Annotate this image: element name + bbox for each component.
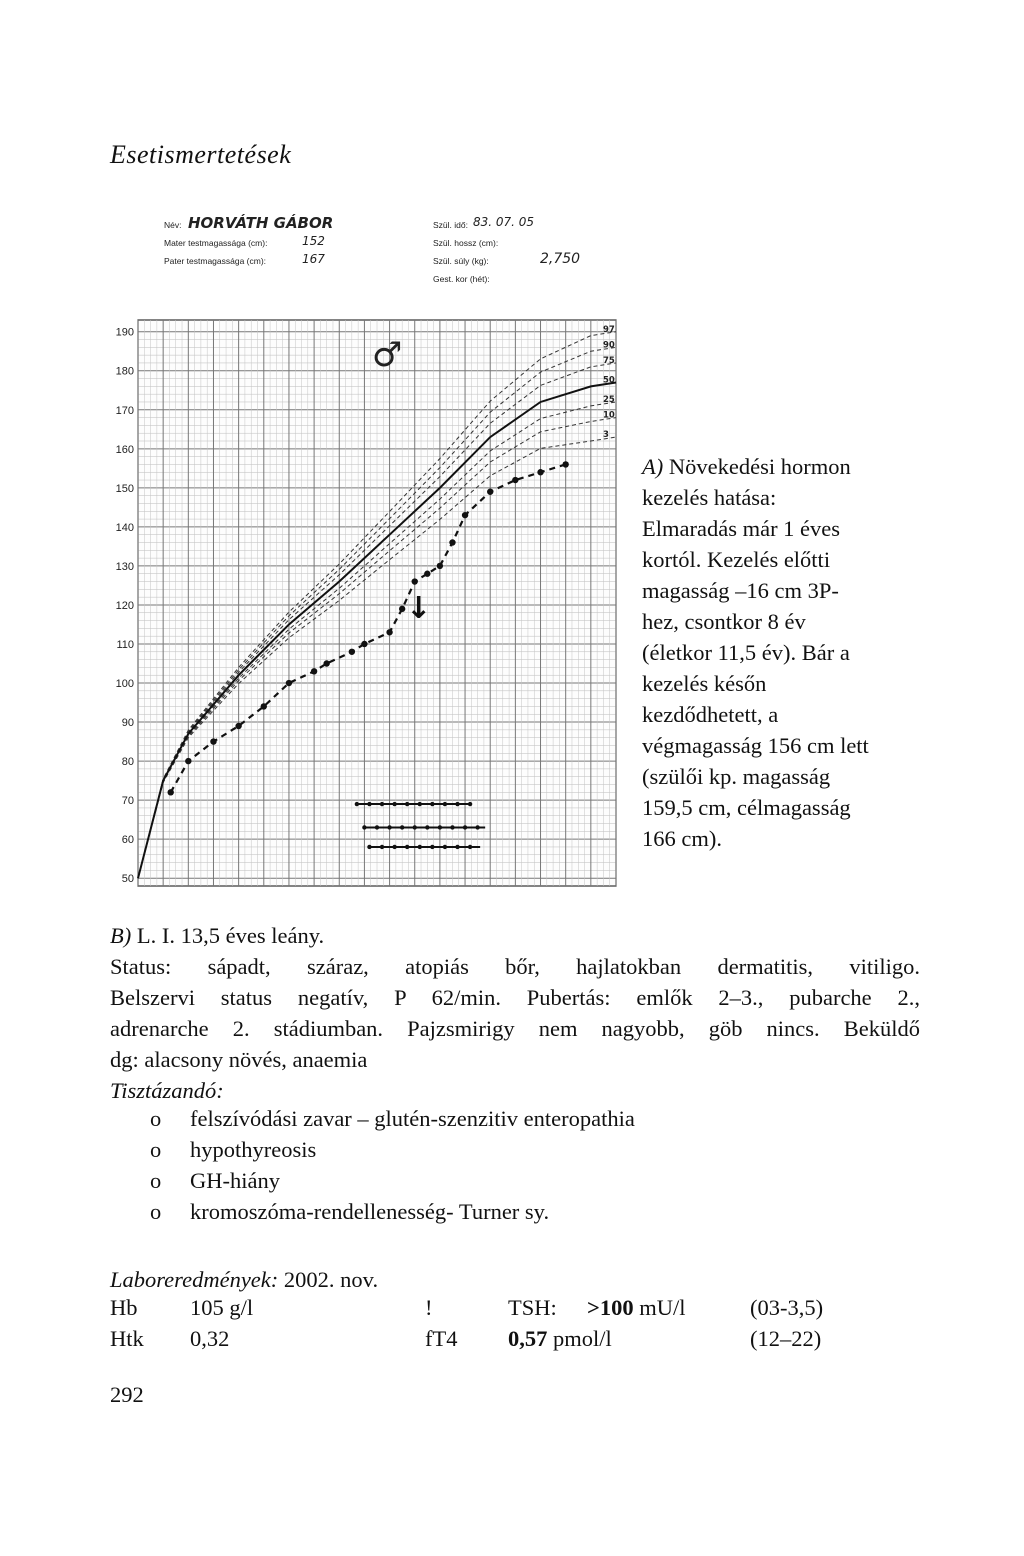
- mater-height-label: Mater testmagassága (cm):: [164, 238, 268, 248]
- percentile-label: 3: [603, 430, 609, 441]
- list-item: [150, 1199, 549, 1225]
- birth-length-label: Szül. hossz (cm):: [433, 238, 499, 248]
- percentile-label: 25: [603, 395, 615, 406]
- caption-line: kezdődhetett, a: [642, 702, 779, 727]
- treatment-marker: [392, 802, 396, 806]
- lab-row-tsh-name: TSH:: [508, 1295, 557, 1320]
- treatment-marker: [355, 802, 359, 806]
- patient-point: [185, 758, 191, 764]
- treatment-marker: [380, 845, 384, 849]
- lab-row-ft4-name: fT4: [425, 1326, 458, 1351]
- ft4-value: 0,57: [508, 1326, 548, 1351]
- y-tick-label: 60: [121, 834, 134, 847]
- y-tick-label: 180: [115, 365, 134, 378]
- mater-height-value: 152: [302, 234, 325, 248]
- list-item-text: kromoszóma-rendellenesség- Turner sy.: [190, 1199, 550, 1224]
- y-tick-label: 130: [115, 560, 134, 573]
- caption-label: A): [642, 454, 664, 479]
- patient-point: [210, 738, 216, 744]
- tsh-unit: mU/l: [639, 1295, 686, 1320]
- chart-arrow-annotation: ↓: [406, 591, 432, 626]
- treatment-marker: [413, 825, 417, 829]
- status-line: Status: sápadt, száraz, atopiás bőr, hajlatokban dermatitis, vitiligo.: [110, 954, 920, 979]
- case-b-label: B): [110, 923, 132, 948]
- lab-heading: [110, 1264, 920, 1295]
- treatment-marker: [375, 825, 379, 829]
- list-item: [150, 1106, 635, 1132]
- bullet: o: [150, 1106, 162, 1131]
- treatment-marker: [367, 845, 371, 849]
- percentile-label: 97: [603, 324, 615, 335]
- patient-point: [349, 649, 355, 655]
- birth-date-value: 83. 07. 05: [473, 215, 535, 229]
- bullet: o: [150, 1137, 162, 1162]
- patient-point: [412, 578, 418, 584]
- gest-age-label: Gest. kor (hét):: [433, 274, 490, 284]
- figure-caption: [642, 451, 932, 854]
- patient-point: [537, 469, 543, 475]
- birth-weight-value: 2,750: [540, 251, 581, 267]
- case-b-title: [110, 920, 920, 951]
- treatment-marker: [450, 825, 454, 829]
- birth-weight-label: Szül. súly (kg):: [433, 256, 489, 266]
- caption-line: kortól. Kezelés előtti: [642, 547, 831, 572]
- y-tick-label: 90: [121, 717, 134, 730]
- treatment-marker: [405, 845, 409, 849]
- birth-date-label: Szül. idő:: [433, 220, 468, 230]
- y-tick-label: 140: [115, 521, 134, 534]
- caption-line: kezelés későn: [642, 671, 767, 696]
- tsh-value: >100: [587, 1295, 634, 1320]
- case-b-title-text: L. I. 13,5 éves leány.: [136, 923, 325, 948]
- y-tick-label: 70: [121, 795, 134, 808]
- name-label: Név:: [164, 220, 182, 230]
- treatment-marker: [387, 825, 391, 829]
- status-line: dg: alacsony növés, anaemia: [110, 1047, 368, 1072]
- patient-point: [168, 789, 174, 795]
- tisztazando-heading: Tisztázandó:: [110, 1078, 224, 1103]
- treatment-marker: [455, 845, 459, 849]
- list-item: [150, 1137, 316, 1163]
- treatment-marker: [443, 845, 447, 849]
- status-line: Belszervi status negatív, P 62/min. Pubertás: emlők 2–3., pubarche 2.,: [110, 985, 920, 1010]
- caption-line: (szülői kp. magasság: [642, 764, 831, 789]
- treatment-marker: [438, 825, 442, 829]
- lab-row-htk-value: 0,32: [190, 1326, 230, 1351]
- treatment-marker: [400, 825, 404, 829]
- percentile-label: 10: [603, 410, 615, 421]
- treatment-marker: [430, 845, 434, 849]
- caption-line: (életkor 11,5 év). Bár a: [642, 640, 850, 665]
- patient-point: [487, 489, 493, 495]
- y-tick-label: 160: [115, 443, 134, 456]
- patient-point: [399, 606, 405, 612]
- y-tick-label: 80: [121, 756, 134, 769]
- caption-line: Növekedési hormon: [668, 454, 851, 479]
- patient-point: [235, 723, 241, 729]
- treatment-marker: [362, 825, 366, 829]
- treatment-marker: [468, 802, 472, 806]
- treatment-marker: [443, 802, 447, 806]
- pater-height-label: Pater testmagassága (cm):: [164, 256, 267, 266]
- patient-point: [261, 703, 267, 709]
- treatment-marker: [405, 802, 409, 806]
- treatment-marker: [463, 825, 467, 829]
- lab-row-tsh-ref: (03-3,5): [750, 1295, 824, 1320]
- y-tick-label: 110: [116, 638, 134, 651]
- caption-line: magasság –16 cm 3P-: [642, 578, 839, 603]
- lab-row-flag: !: [425, 1295, 433, 1320]
- y-tick-label: 150: [115, 482, 134, 495]
- treatment-marker: [430, 802, 434, 806]
- list-item: [150, 1168, 280, 1194]
- treatment-marker: [425, 825, 429, 829]
- list-item-text: hypothyreosis: [190, 1137, 317, 1162]
- page-number: 292: [110, 1382, 144, 1407]
- caption-line: Elmaradás már 1 éves: [642, 516, 841, 541]
- name-value: HORVÁTH GÁBOR: [188, 214, 334, 232]
- bullet: o: [150, 1168, 162, 1193]
- lab-row-ft4-value: [508, 1326, 612, 1352]
- y-tick-label: 100: [115, 678, 134, 691]
- lab-row-ft4-ref: (12–22): [750, 1326, 822, 1351]
- caption-line: 159,5 cm, célmagasság: [642, 795, 851, 820]
- sex-symbol: ♂: [372, 335, 403, 375]
- running-header: Esetismertetések: [110, 140, 292, 169]
- treatment-marker: [418, 802, 422, 806]
- ft4-unit: pmol/l: [553, 1326, 612, 1351]
- patient-point: [449, 539, 455, 545]
- pater-height-value: 167: [302, 252, 325, 266]
- treatment-marker: [455, 802, 459, 806]
- caption-line: 166 cm).: [642, 826, 722, 851]
- list-item-text: felszívódási zavar – glutén-szenzitiv enteropathia: [190, 1106, 635, 1131]
- lab-row-hb-name: Hb: [110, 1295, 138, 1320]
- patient-point: [512, 477, 518, 483]
- y-tick-label: 120: [115, 599, 134, 612]
- percentile-label: 50: [603, 375, 615, 386]
- percentile-label: 90: [603, 340, 615, 351]
- patient-point: [462, 512, 468, 518]
- patient-point: [386, 629, 392, 635]
- y-tick-label: 170: [115, 404, 134, 417]
- caption-line: kezelés hatása:: [642, 485, 777, 510]
- lab-heading-label: Laboreredmények:: [110, 1267, 279, 1292]
- treatment-marker: [380, 802, 384, 806]
- treatment-marker: [418, 845, 422, 849]
- y-tick-label: 50: [121, 873, 134, 886]
- patient-point: [562, 461, 568, 467]
- treatment-marker: [468, 845, 472, 849]
- lab-row-hb-value: 105 g/l: [190, 1295, 254, 1320]
- list-item-text: GH-hiány: [190, 1168, 280, 1193]
- y-tick-label: 190: [115, 326, 134, 339]
- lab-date: 2002. nov.: [283, 1267, 379, 1292]
- patient-point: [437, 563, 443, 569]
- treatment-marker: [392, 845, 396, 849]
- caption-line: végmagasság 156 cm lett: [642, 733, 869, 758]
- percentile-label: 75: [603, 356, 615, 367]
- caption-line: hez, csontkor 8 év: [642, 609, 806, 634]
- patient-point: [424, 571, 430, 577]
- lab-row-htk-name: Htk: [110, 1326, 144, 1351]
- treatment-marker: [367, 802, 371, 806]
- patient-point: [286, 680, 292, 686]
- growth-chart-figure: [110, 208, 630, 898]
- lab-row-tsh-value: [587, 1295, 685, 1321]
- growth-chart: [110, 308, 630, 898]
- patient-point: [361, 641, 367, 647]
- patient-point: [323, 660, 329, 666]
- patient-point: [311, 668, 317, 674]
- treatment-marker: [475, 825, 479, 829]
- status-line: adrenarche 2. stádiumban. Pajzsmirigy nem nagyobb, göb nincs. Beküldő: [110, 1016, 920, 1041]
- bullet: o: [150, 1199, 162, 1224]
